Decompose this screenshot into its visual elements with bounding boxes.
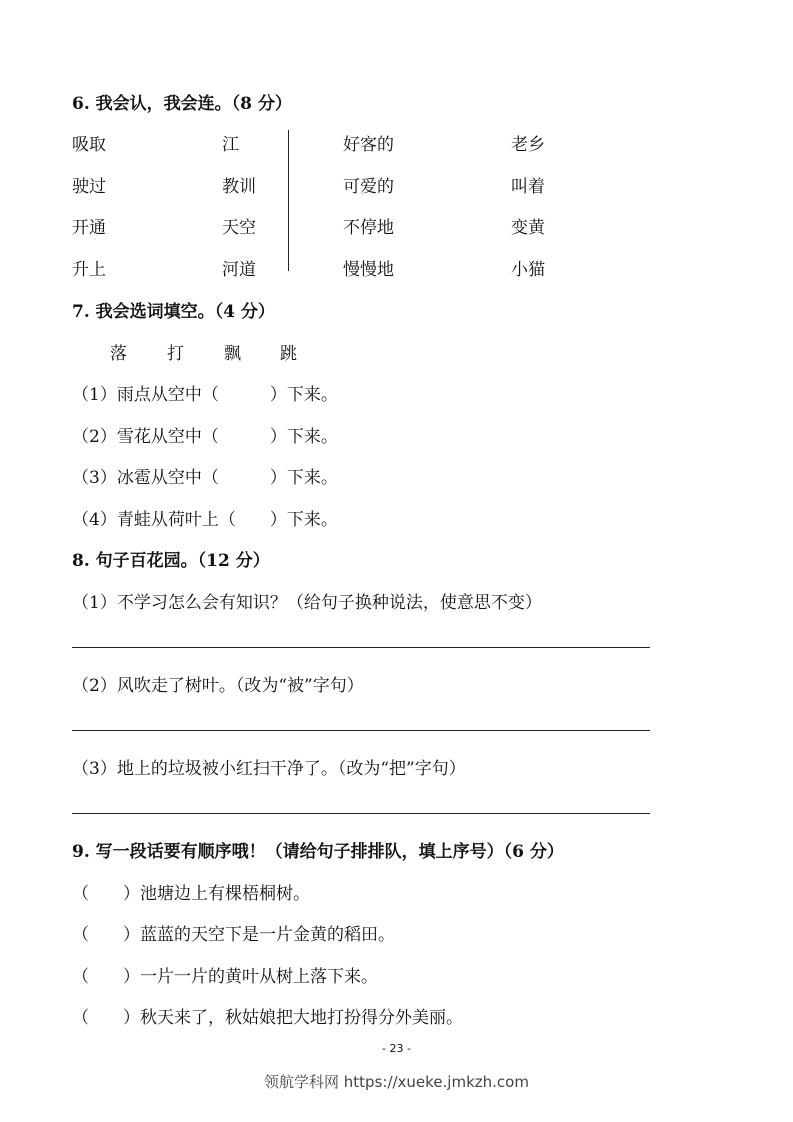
page-number: - 23 - <box>382 1042 411 1055</box>
q8-title: 8. 句子百花园。（12 分） <box>72 551 270 571</box>
q6-right-a-4: 慢慢地 <box>343 260 394 280</box>
q7-item-1: （1）雨点从空中（ ）下来。 <box>72 385 338 405</box>
q7-title: 7. 我会选词填空。（4 分） <box>72 302 275 322</box>
q6-right-b-1: 老乡 <box>511 135 545 155</box>
q8-answer-line-2 <box>72 730 650 731</box>
q7-word-1: 落 <box>110 344 127 364</box>
q6-left-b-3: 天空 <box>222 218 256 238</box>
q7-item-3: （3）冰雹从空中（ ）下来。 <box>72 468 338 488</box>
q8-item-3: （3）地上的垃圾被小红扫干净了。（改为“把”字句） <box>72 759 466 779</box>
q7-word-3: 飘 <box>224 344 241 364</box>
q6-right-b-4: 小猫 <box>511 260 545 280</box>
q6-left-a-3: 开通 <box>72 218 106 238</box>
q7-item-2: （2）雪花从空中（ ）下来。 <box>72 427 338 447</box>
q6-right-b-3: 变黄 <box>511 218 545 238</box>
q9-item-4: （ ）秋天来了，秋姑娘把大地打扮得分外美丽。 <box>72 1008 463 1028</box>
q9-item-2: （ ）蓝蓝的天空下是一片金黄的稻田。 <box>72 925 395 945</box>
q7-word-4: 跳 <box>280 344 297 364</box>
q8-answer-line-3 <box>72 813 650 814</box>
q9-item-1: （ ）池塘边上有棵梧桐树。 <box>72 884 310 904</box>
q9-title: 9. 写一段话要有顺序哦！（请给句子排排队，填上序号）（6 分） <box>72 842 564 862</box>
q6-right-a-1: 好客的 <box>343 135 394 155</box>
q6-right-a-3: 不停地 <box>343 218 394 238</box>
q6-title: 6. 我会认，我会连。（8 分） <box>72 94 292 114</box>
q6-right-b-2: 叫着 <box>511 177 545 197</box>
q6-left-b-2: 教训 <box>222 177 256 197</box>
footer-watermark: 领航学科网 https://xueke.jmkzh.com <box>264 1073 529 1091</box>
q6-left-a-2: 驶过 <box>72 177 106 197</box>
q6-left-a-1: 吸取 <box>72 135 106 155</box>
q8-item-1: （1）不学习怎么会有知识？（给句子换种说法，使意思不变） <box>72 593 542 613</box>
q7-item-4: （4）青蛙从荷叶上（ ）下来。 <box>72 510 338 530</box>
q8-answer-line-1 <box>72 647 650 648</box>
q8-item-2: （2）风吹走了树叶。（改为“被”字句） <box>72 676 364 696</box>
q6-left-b-4: 河道 <box>222 260 256 280</box>
q7-word-2: 打 <box>167 344 184 364</box>
q6-divider <box>288 130 289 271</box>
q6-left-b-1: 江 <box>222 135 239 155</box>
q6-left-a-4: 升上 <box>72 260 106 280</box>
q6-right-a-2: 可爱的 <box>343 177 394 197</box>
q9-item-3: （ ）一片一片的黄叶从树上落下来。 <box>72 967 378 987</box>
